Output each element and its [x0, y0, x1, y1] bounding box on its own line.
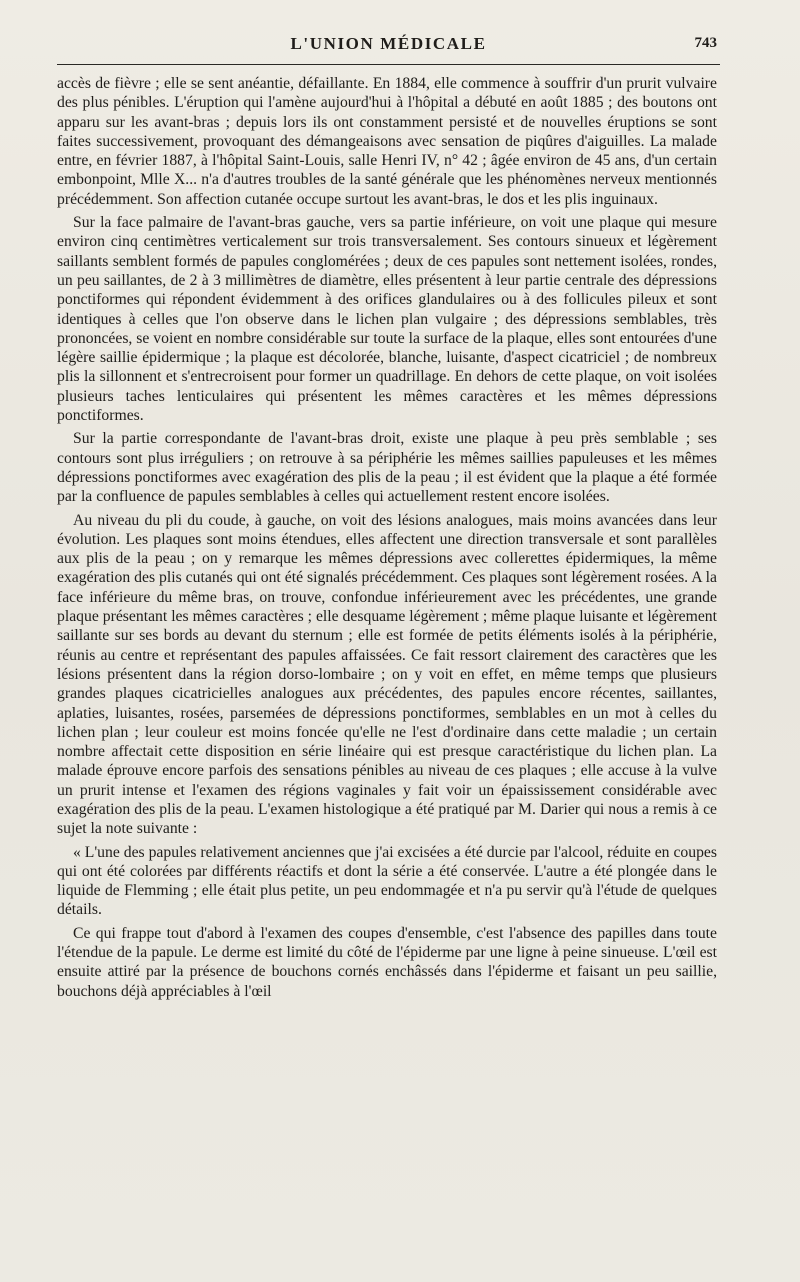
paragraph-section-findings: Ce qui frappe tout d'abord à l'examen des coupes d'ensemble, c'est l'absence des papilles dans toute l'étendue de la papule. Le derme est limité du côté de l'épiderme par une ligne à peine sinueuse. L'œil est ensuite attiré par la présence de bouchons cornés enchâssés dans l'épiderme et faisant un peu saillie, bouchons déjà appréciables à l'œil — [57, 924, 717, 1000]
paragraph-right-forearm: Sur la partie correspondante de l'avant-bras droit, existe une plaque à peu près semblable ; ses contours sont plus irréguliers ; on retrouve à sa périphérie les mêmes saillies papuleuses et les mêmes dépressions ponctiformes avec exagération des plis de la peau ; il est évident que la plaque a été formée par la confluence de papules semblables à celles qui actuellement restent encore isolées. — [57, 430, 717, 506]
paragraph-continuation: accès de fièvre ; elle se sent anéantie, défaillante. En 1884, elle commence à souffrir d'un prurit vulvaire des plus pénibles. L'éruption qui l'amène aujourd'hui à l'hôpital a débuté en août 1885 ; des boutons ont apparu sur les avant-bras ; depuis lors ils ont constamment persisté et de nouvelles éruptions se sont faites successivement, provoquant des démangeaisons avec sensation de piqûres d'aiguilles. La malade entre, en février 1887, à l'hôpital Saint-Louis, salle Henri IV, n° 42 ; âgée environ de 45 ans, d'un certain embonpoint, Mlle X... n'a d'autres troubles de la santé générale que les phénomènes nerveux mentionnés précédemment. Son affection cutanée occupe surtout les avant-bras, le dos et les plis inguinaux. — [57, 75, 717, 208]
page-number: 743 — [694, 35, 717, 51]
page-header — [57, 30, 720, 65]
paragraph-left-forearm: Sur la face palmaire de l'avant-bras gauche, vers sa partie inférieure, on voit une plaque qui mesure environ cinq centimètres verticalement sur trois transversalement. Ses contours sinueux et légèrement saillants semblent formés de papules conglomérées ; deux de ces papules sont nettement isolées, rondes, un peu saillantes, de 2 à 3 millimètres de diamètre, elles présentent à leur partie centrale des dépressions ponctiformes qui répondent évidemment à des orifices glandulaires ou à des follicules pileux et sont identiques à celles que l'on observe dans le lichen plan vulgaire ; des dépressions semblables, très prononcées, se voient en nombre considérable sur toute la surface de la plaque, elles sont entourées d'une légère saillie épidermique ; la plaque est décolorée, blanche, luisante, d'aspect cicatriciel ; de nombreux plis la sillonnent et s'entrecroisent pour former un quadrillage. En dehors de cette plaque, on voit isolées plusieurs taches lenticulaires qui présentent les mêmes caractères et les mêmes dépressions ponctiformes. — [57, 214, 717, 425]
paragraph-elbow-and-dorsal: Au niveau du pli du coude, à gauche, on voit des lésions analogues, mais moins avancées dans leur évolution. Les plaques sont moins étendues, elles affectent une direction transversale et sont parallèles aux plis de la peau ; on y remarque les mêmes dépressions avec collerettes épidermiques, la même exagération des plis cutanés qui ont été signalés précédemment. Ces plaques sont légèrement rosées. A la face inférieure du même bras, on trouve, confondue inférieurement avec les précédentes, une grande plaque présentant les mêmes caractères ; elle desquame légèrement ; même plaque luisante et légèrement saillante sur ses bords au devant du sternum ; elle est formée de petits éléments isolés à la périphérie, réunis au centre et représentant des papules affaissées. Ce fait ressort clairement des caractères que les lésions présentent dans la région dorso-lombaire ; on y voit en effet, en même temps que plusieurs grandes plaques cicatricielles analogues aux précédentes, des papules encore récentes, saillantes, aplaties, luisantes, rosées, parsemées de dépressions ponctiformes, semblables en un mot à celles du lichen plan ; leur couleur est moins foncée qu'elle ne l'est d'ordinaire dans cette maladie ; un certain nombre affectait cette disposition en série linéaire qui est presque caractéristique du lichen plan. La malade éprouve encore parfois des sensations pénibles au niveau de ces plaques ; elle accuse à la vulve un prurit intense et l'examen des régions vaginales y fait voir un épaississement considérable avec exagération des plis de la peau. L'examen histologique a été pratiqué par M. Darier qui nous a remis à ce sujet la note suivante : — [57, 511, 717, 838]
paragraph-histology-note: « L'une des papules relativement anciennes que j'ai excisées a été durcie par l'alcool, réduite en coupes qui ont été colorées par différents réactifs et dont la série a été conservée. L'autre a été plongée dans le liquide de Flemming ; elle était plus petite, un peu endommagée et n'a pu servir qu'à l'étude de quelques détails. — [57, 843, 717, 919]
body-text — [57, 74, 717, 1001]
running-title: L'UNION MÉDICALE — [290, 34, 487, 53]
